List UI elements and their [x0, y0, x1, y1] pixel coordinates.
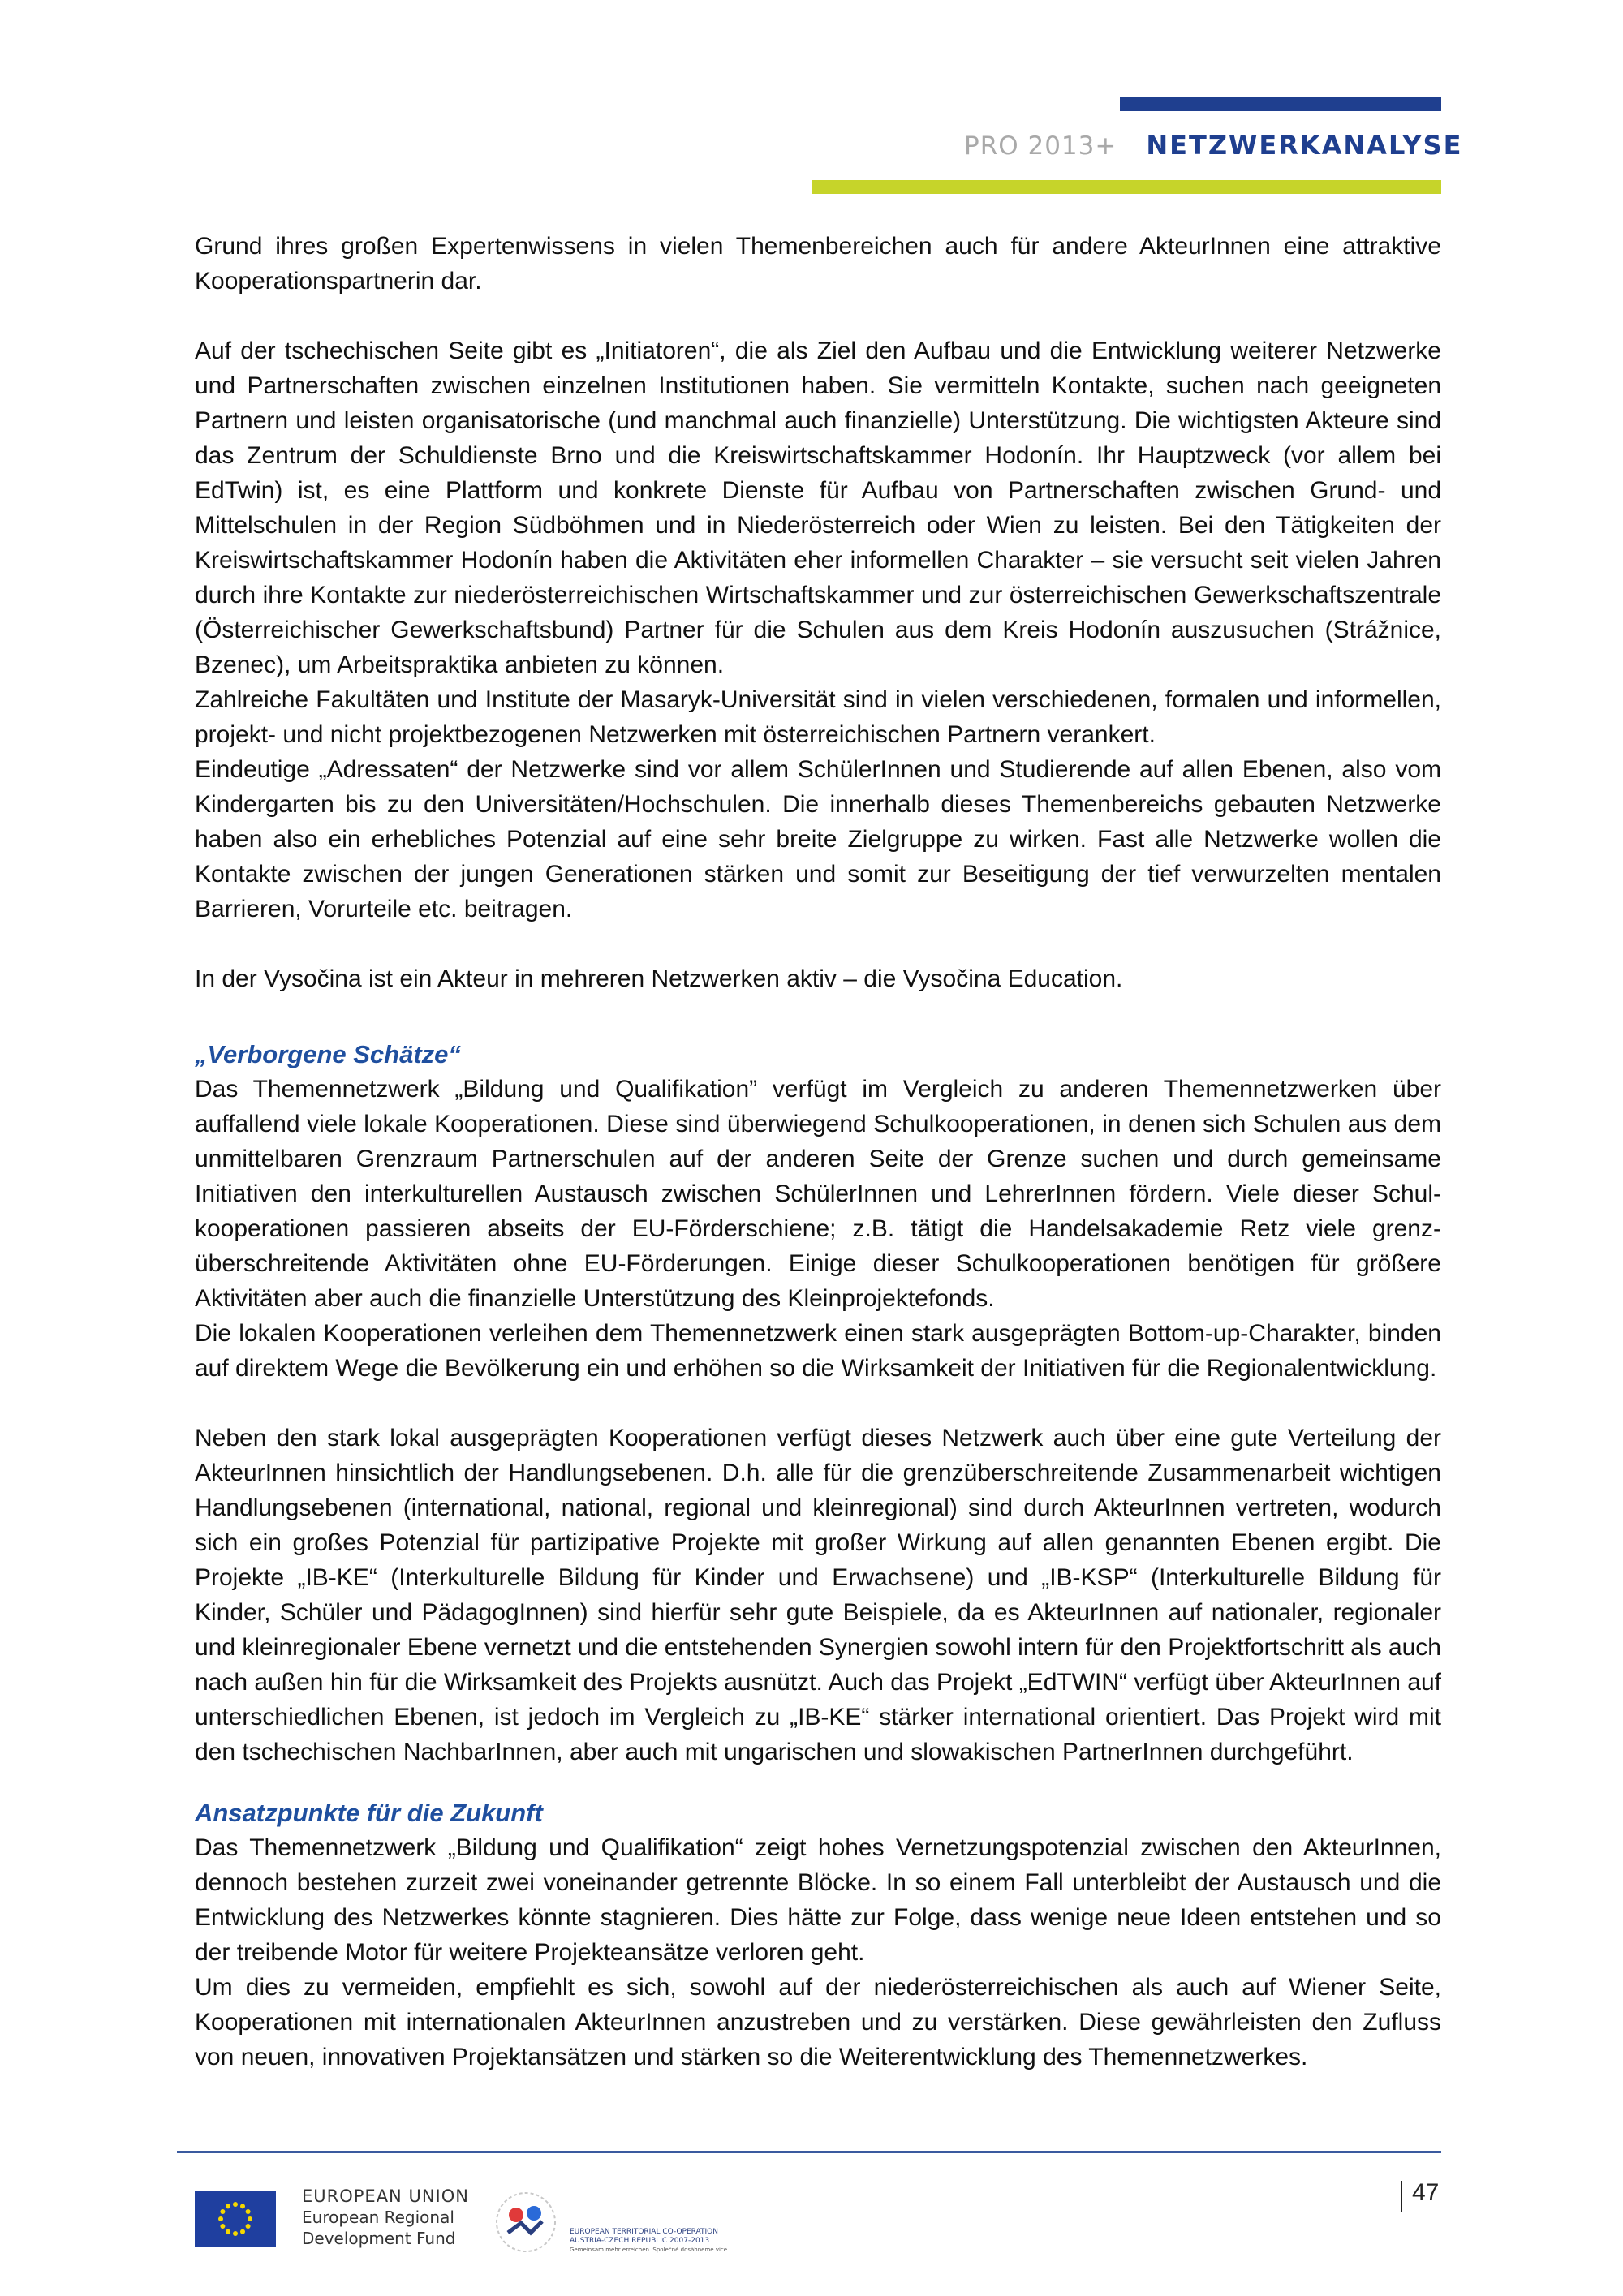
paragraph: Grund ihres großen Expertenwissens in vielen Themenbereichen auch für andere AkteurInnen eine attraktive Kooperationspartnerin dar.: [195, 233, 1441, 295]
running-header: [964, 130, 1463, 164]
coop-line-3: Gemeinsam mehr erreichen. Společně dosáhneme více.: [570, 2247, 730, 2253]
paragraph: Das Themennetzwerk „Bildung und Qualifikation“ zeigt hohes Vernetzungspotenzial zwischen den AkteurInnen, dennoch bestehen zurzeit zwei voneinander getrennte Blöcke. In so einem Fall unterbleibt der Austausch und die Entwicklung des Netzwerkes könnte stagnieren. Dies hätte zur Folge, dass wenige neue Ideen entstehen und so der treibende Motor für weitere Projekteansätze verloren geht.: [195, 1834, 1441, 1966]
eu-line-2: European Regional: [302, 2208, 454, 2227]
page-number: 47: [1412, 2179, 1440, 2206]
page-body: [195, 229, 1441, 2075]
header-title: NETZWERKANALYSE: [1146, 130, 1463, 161]
header-prefix: PRO 2013+: [964, 131, 1117, 161]
section-heading-hidden-treasures: „Verborgene Schätze“: [195, 1040, 461, 1068]
cooperation-logo-icon: [485, 2186, 566, 2259]
header-green-bar: [812, 180, 1441, 194]
paragraph: Um dies zu vermeiden, empfiehlt es sich, sowohl auf der niederösterreichischen als auch auf Wiener Seite, Kooperationen mit internationalen AkteurInnen anzustreben und zu verstärken. Diese gewährleisten den Zufluss von neuen, innovativen Projektansätzen und stärken so die Weiterentwicklung des Themennetzwerkes.: [195, 1974, 1441, 2070]
coop-line-2: AUSTRIA-CZECH REPUBLIC 2007-2013: [570, 2237, 710, 2245]
eu-line-3: Development Fund: [302, 2229, 456, 2248]
paragraph: Die lokalen Kooperationen verleihen dem Themennetzwerk einen stark ausgeprägten Bottom-up-Charakter, binden auf direktem Wege die Bevölkerung ein und erhöhen so die Wirksamkeit der Initiativen für die Regionalentwicklung.: [195, 1320, 1441, 1382]
paragraph: In der Vysočina ist ein Akteur in mehreren Netzwerken aktiv – die Vysočina Education.: [195, 965, 1123, 992]
page-number-divider: [1401, 2181, 1402, 2212]
footer-rule: [177, 2151, 1441, 2153]
section-heading-future: Ansatzpunkte für die Zukunft: [195, 1799, 543, 1827]
cooperation-logo-text: [570, 2228, 781, 2255]
paragraph: Neben den stark lokal ausgeprägten Kooperationen verfügt dieses Netzwerk auch über eine gute Verteilung der AkteurInnen hinsichtlich der Handlungsebenen. D.h. alle für die grenzüberschreitende Zusammenarbeit wichtigen Handlungsebenen (international, national, regional und kleinregional) sind durch AkteurInnen vertreten, wodurch sich ein großes Potenzial für partizipative Projekte mit großer Wirkung auf allen genannten Ebenen ergibt. Die Projekte „IB-KE“ (Interkulturelle Bildung für Kinder und Erwachsene) und „IB-KSP“ (Interkulturelle Bildung für Kinder, Schüler und PädagogInnen) sind hierfür sehr gute Beispiele, da es AkteurInnen auf nationaler, regionaler und kleinregionaler Ebene vernetzt und die entstehenden Synergien sowohl intern für den Projektfortschritt als auch nach außen hin für die Wirksamkeit des Projekts ausnützt. Auch das Projekt „EdTWIN“ verfügt über AkteurInnen auf unterschiedlichen Ebenen, ist jedoch im Vergleich zu „IB-KE“ stärker international orientiert. Das Projekt wird mit den tschechischen NachbarInnen, aber auch mit ungarischen und slowakischen PartnerInnen durchgeführt.: [195, 1425, 1441, 1765]
paragraph: Zahlreiche Fakultäten und Institute der Masaryk-Universität sind in vielen verschiedenen, formalen und informellen, projekt- und nicht projektbezogenen Netzwerken mit österreichischen Partnern verankert.: [195, 686, 1441, 748]
eu-line-1: EUROPEAN UNION: [302, 2186, 469, 2206]
coop-line-1: EUROPEAN TERRITORIAL CO-OPERATION: [570, 2228, 718, 2236]
paragraph: Auf der tschechischen Seite gibt es „Initiatoren“, die als Ziel den Aufbau und die Entwicklung weiterer Netzwerke und Partnerschaften zwischen einzelnen Institutionen haben. Sie vermitteln Kontakte, suchen nach geeigneten Partnern und leisten organisatorische (und manchmal auch finanzielle) Unterstützung. Die wichtigsten Akteure sind das Zentrum der Schuldienste Brno und die Kreiswirtschaftskammer Hodonín. Ihr Hauptzweck (vor allem bei EdTwin) ist, es eine Plattform und konkrete Dienste für Aufbau von Partnerschaften zwischen Grund- und Mittelschulen in der Region Südböhmen und in Niederösterreich oder Wien zu leisten. Bei den Tätigkeiten der Kreiswirtschaftskammer Hodonín haben die Aktivitäten eher informellen Charakter – sie versucht seit vielen Jahren durch ihre Kontakte zur niederösterreichischen Wirtschaftskammer und zur österreichischen Gewerkschaftszentrale (Österreichischer Gewerkschaftsbund) Partner für die Schulen aus dem Kreis Hodonín auszusuchen (Strážnice, Bzenec), um Arbeitspraktika anbieten zu können.: [195, 338, 1441, 678]
header-blue-bar: [1120, 97, 1441, 111]
eu-flag-icon: [195, 2191, 276, 2247]
paragraph: Eindeutige „Adressaten“ der Netzwerke sind vor allem SchülerInnen und Studierende auf allen Ebenen, also vom Kindergarten bis zu den Universitäten/Hochschulen. Die innerhalb dieses Themenbereichs gebauten Netzwerke haben also ein erhebliches Potenzial auf eine sehr breite Zielgruppe zu wirken. Fast alle Netzwerke wollen die Kontakte zwischen der jungen Generationen stärken und somit zur Beseitigung der tief verwurzelten mentalen Barrieren, Vorurteile etc. beitragen.: [195, 756, 1441, 922]
eu-logo-text: [302, 2186, 469, 2249]
paragraph: Das Themennetzwerk „Bildung und Qualifikation” verfügt im Vergleich zu anderen Themennetzwerken über auffallend viele lokale Kooperationen. Diese sind überwiegend Schulkooperationen, in denen sich Schulen aus dem unmittelbaren Grenzraum Partnerschulen auf der anderen Seite der Grenze suchen und durch gemeinsame Initiativen den interkulturellen Austausch zwischen SchülerInnen und LehrerInnen fördern. Viele dieser Schulkooperationen passieren abseits der EU-Förderschiene; z.B. tätigt die Handelsakademie Retz viele grenzüberschreitende Aktivitäten ohne EU-Förderungen. Einige dieser Schulkooperationen benötigen für größere Aktivitäten aber auch die finanzielle Unterstützung des Kleinprojektefonds.: [195, 1076, 1441, 1312]
